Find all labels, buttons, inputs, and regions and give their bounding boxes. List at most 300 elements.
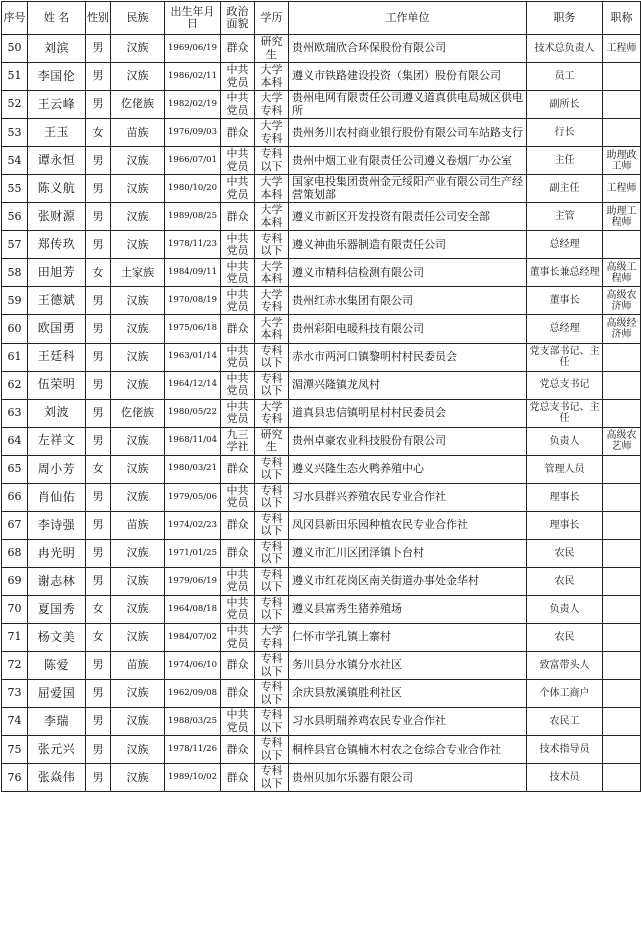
cell-birthdate: 1974/02/23 <box>165 511 221 539</box>
cell-gender: 男 <box>86 652 111 680</box>
cell-name: 陈义航 <box>28 175 86 203</box>
cell-education: 专科以下 <box>255 147 289 175</box>
cell-title: 高级经济师 <box>603 315 641 343</box>
cell-work-unit: 桐梓县官仓镇楠木村农之仓综合专业合作社 <box>289 736 527 764</box>
cell-name: 肖仙佑 <box>28 483 86 511</box>
cell-name: 刘滨 <box>28 35 86 63</box>
cell-ethnicity: 汉族 <box>111 680 165 708</box>
cell-birthdate: 1964/08/18 <box>165 595 221 623</box>
cell-work-unit: 贵州彩阳电暖科技有限公司 <box>289 315 527 343</box>
cell-political-status: 中共党员 <box>221 483 255 511</box>
cell-index: 53 <box>2 119 28 147</box>
table-row <box>2 736 641 764</box>
cell-work-unit: 湄潭兴隆镇龙凤村 <box>289 371 527 399</box>
cell-name: 谢志林 <box>28 567 86 595</box>
table-row <box>2 35 641 63</box>
cell-education: 专科以下 <box>255 680 289 708</box>
cell-position: 董事长兼总经理 <box>527 259 603 287</box>
header-position: 职务 <box>527 2 603 35</box>
cell-education: 大学专科 <box>255 91 289 119</box>
cell-birthdate: 1980/03/21 <box>165 455 221 483</box>
table-row <box>2 455 641 483</box>
cell-name: 刘波 <box>28 399 86 427</box>
cell-name: 田旭芳 <box>28 259 86 287</box>
cell-title: 高级工程师 <box>603 259 641 287</box>
cell-political-status: 群众 <box>221 652 255 680</box>
cell-political-status: 群众 <box>221 539 255 567</box>
cell-title <box>603 567 641 595</box>
cell-political-status: 中共党员 <box>221 567 255 595</box>
cell-work-unit: 仁怀市学孔镇上寨村 <box>289 623 527 651</box>
cell-work-unit: 习水县群兴养殖农民专业合作社 <box>289 483 527 511</box>
cell-gender: 男 <box>86 483 111 511</box>
cell-work-unit: 遵义市新区开发投资有限责任公司安全部 <box>289 203 527 231</box>
cell-index: 58 <box>2 259 28 287</box>
cell-education: 专科以下 <box>255 708 289 736</box>
cell-political-status: 群众 <box>221 35 255 63</box>
cell-ethnicity: 仡佬族 <box>111 91 165 119</box>
cell-gender: 女 <box>86 259 111 287</box>
header-education: 学历 <box>255 2 289 35</box>
cell-position: 员工 <box>527 63 603 91</box>
cell-title <box>603 708 641 736</box>
cell-education: 大学本科 <box>255 203 289 231</box>
cell-index: 59 <box>2 287 28 315</box>
cell-education: 专科以下 <box>255 483 289 511</box>
cell-birthdate: 1980/10/20 <box>165 175 221 203</box>
cell-name: 夏国秀 <box>28 595 86 623</box>
cell-index: 52 <box>2 91 28 119</box>
cell-name: 杨文美 <box>28 623 86 651</box>
cell-education: 大学本科 <box>255 175 289 203</box>
cell-political-status: 中共党员 <box>221 259 255 287</box>
cell-work-unit: 贵州中烟工业有限责任公司遵义卷烟厂办公室 <box>289 147 527 175</box>
cell-title: 高级农济师 <box>603 287 641 315</box>
table-row <box>2 680 641 708</box>
table-row <box>2 764 641 792</box>
cell-birthdate: 1978/11/26 <box>165 736 221 764</box>
cell-political-status: 中共党员 <box>221 231 255 259</box>
header-row <box>2 2 641 35</box>
cell-gender: 男 <box>86 175 111 203</box>
cell-index: 55 <box>2 175 28 203</box>
cell-birthdate: 1974/06/10 <box>165 652 221 680</box>
cell-ethnicity: 汉族 <box>111 455 165 483</box>
cell-political-status: 中共党员 <box>221 371 255 399</box>
cell-gender: 女 <box>86 119 111 147</box>
table-row <box>2 259 641 287</box>
cell-name: 欧国勇 <box>28 315 86 343</box>
cell-political-status: 中共党员 <box>221 708 255 736</box>
header-work-unit: 工作单位 <box>289 2 527 35</box>
table-row <box>2 623 641 651</box>
cell-education: 大学本科 <box>255 259 289 287</box>
cell-name: 王玉 <box>28 119 86 147</box>
cell-birthdate: 1989/10/02 <box>165 764 221 792</box>
cell-work-unit: 习水县明瑞养鸡农民专业合作社 <box>289 708 527 736</box>
cell-ethnicity: 汉族 <box>111 371 165 399</box>
cell-work-unit: 遵义市铁路建设投资（集团）股份有限公司 <box>289 63 527 91</box>
cell-position: 理事长 <box>527 483 603 511</box>
cell-index: 75 <box>2 736 28 764</box>
cell-ethnicity: 汉族 <box>111 343 165 371</box>
cell-birthdate: 1962/09/08 <box>165 680 221 708</box>
cell-position: 负责人 <box>527 427 603 455</box>
cell-gender: 男 <box>86 427 111 455</box>
cell-birthdate: 1982/02/19 <box>165 91 221 119</box>
cell-index: 70 <box>2 595 28 623</box>
cell-ethnicity: 汉族 <box>111 539 165 567</box>
cell-name: 周小芳 <box>28 455 86 483</box>
cell-name: 左祥文 <box>28 427 86 455</box>
cell-gender: 男 <box>86 35 111 63</box>
cell-gender: 男 <box>86 399 111 427</box>
cell-birthdate: 1980/05/22 <box>165 399 221 427</box>
cell-index: 71 <box>2 623 28 651</box>
cell-ethnicity: 汉族 <box>111 287 165 315</box>
cell-name: 谭永恒 <box>28 147 86 175</box>
cell-title <box>603 483 641 511</box>
cell-political-status: 九三学社 <box>221 427 255 455</box>
table-row <box>2 567 641 595</box>
cell-birthdate: 1975/06/18 <box>165 315 221 343</box>
cell-index: 66 <box>2 483 28 511</box>
table-row <box>2 539 641 567</box>
cell-education: 研究生 <box>255 427 289 455</box>
cell-gender: 男 <box>86 567 111 595</box>
cell-title <box>603 764 641 792</box>
cell-title <box>603 399 641 427</box>
cell-birthdate: 1964/12/14 <box>165 371 221 399</box>
cell-gender: 男 <box>86 231 111 259</box>
cell-political-status: 群众 <box>221 119 255 147</box>
cell-gender: 男 <box>86 736 111 764</box>
cell-birthdate: 1963/01/14 <box>165 343 221 371</box>
cell-index: 56 <box>2 203 28 231</box>
cell-ethnicity: 苗族 <box>111 511 165 539</box>
cell-ethnicity: 汉族 <box>111 231 165 259</box>
cell-title: 工程师 <box>603 35 641 63</box>
cell-education: 大学专科 <box>255 119 289 147</box>
cell-birthdate: 1979/05/06 <box>165 483 221 511</box>
cell-work-unit: 贵州欧瑞欣合环保股份有限公司 <box>289 35 527 63</box>
cell-gender: 男 <box>86 371 111 399</box>
cell-work-unit: 遵义市汇川区团泽镇卜台村 <box>289 539 527 567</box>
cell-ethnicity: 汉族 <box>111 623 165 651</box>
cell-work-unit: 遵义神曲乐器制造有限责任公司 <box>289 231 527 259</box>
cell-education: 专科以下 <box>255 567 289 595</box>
table-row <box>2 203 641 231</box>
cell-education: 研究生 <box>255 35 289 63</box>
cell-work-unit: 遵义兴隆生态火鸭养殖中心 <box>289 455 527 483</box>
cell-gender: 男 <box>86 287 111 315</box>
cell-name: 李国伦 <box>28 63 86 91</box>
cell-ethnicity: 汉族 <box>111 35 165 63</box>
cell-ethnicity: 土家族 <box>111 259 165 287</box>
cell-position: 技术指导员 <box>527 736 603 764</box>
cell-name: 李瑞 <box>28 708 86 736</box>
cell-position: 总经理 <box>527 315 603 343</box>
cell-position: 个体工商户 <box>527 680 603 708</box>
cell-ethnicity: 仡佬族 <box>111 399 165 427</box>
cell-work-unit: 贵州贝加尔乐器有限公司 <box>289 764 527 792</box>
cell-index: 57 <box>2 231 28 259</box>
cell-education: 大学本科 <box>255 315 289 343</box>
header-name: 姓 名 <box>28 2 86 35</box>
cell-education: 专科以下 <box>255 231 289 259</box>
cell-gender: 男 <box>86 511 111 539</box>
cell-title <box>603 91 641 119</box>
cell-index: 76 <box>2 764 28 792</box>
cell-index: 54 <box>2 147 28 175</box>
cell-index: 74 <box>2 708 28 736</box>
cell-ethnicity: 汉族 <box>111 427 165 455</box>
cell-title <box>603 119 641 147</box>
cell-political-status: 群众 <box>221 315 255 343</box>
cell-political-status: 群众 <box>221 764 255 792</box>
cell-position: 总经理 <box>527 231 603 259</box>
cell-position: 理事长 <box>527 511 603 539</box>
cell-gender: 女 <box>86 595 111 623</box>
cell-birthdate: 1968/11/04 <box>165 427 221 455</box>
cell-name: 张元兴 <box>28 736 86 764</box>
cell-birthdate: 1966/07/01 <box>165 147 221 175</box>
cell-ethnicity: 汉族 <box>111 147 165 175</box>
cell-position: 副主任 <box>527 175 603 203</box>
cell-ethnicity: 苗族 <box>111 652 165 680</box>
cell-education: 大学本科 <box>255 63 289 91</box>
cell-education: 专科以下 <box>255 652 289 680</box>
cell-index: 68 <box>2 539 28 567</box>
table-row <box>2 147 641 175</box>
header-title: 职称 <box>603 2 641 35</box>
cell-ethnicity: 汉族 <box>111 567 165 595</box>
cell-position: 致富带头人 <box>527 652 603 680</box>
cell-name: 屈爱国 <box>28 680 86 708</box>
table-row <box>2 231 641 259</box>
cell-name: 郑传玖 <box>28 231 86 259</box>
cell-position: 副所长 <box>527 91 603 119</box>
cell-name: 张财源 <box>28 203 86 231</box>
cell-position: 主管 <box>527 203 603 231</box>
cell-position: 党总支书记、主任 <box>527 399 603 427</box>
cell-education: 大学专科 <box>255 399 289 427</box>
cell-title: 助理工程师 <box>603 203 641 231</box>
cell-index: 61 <box>2 343 28 371</box>
cell-title <box>603 511 641 539</box>
cell-gender: 男 <box>86 343 111 371</box>
cell-political-status: 群众 <box>221 736 255 764</box>
cell-political-status: 中共党员 <box>221 287 255 315</box>
cell-political-status: 群众 <box>221 511 255 539</box>
table-row <box>2 399 641 427</box>
cell-birthdate: 1971/01/25 <box>165 539 221 567</box>
cell-name: 王廷科 <box>28 343 86 371</box>
personnel-table <box>1 1 641 792</box>
cell-education: 专科以下 <box>255 343 289 371</box>
cell-political-status: 中共党员 <box>221 623 255 651</box>
table-row <box>2 287 641 315</box>
header-gender: 性别 <box>86 2 111 35</box>
cell-name: 陈爱 <box>28 652 86 680</box>
header-birthdate: 出生年月日 <box>165 2 221 35</box>
cell-name: 李诗强 <box>28 511 86 539</box>
cell-political-status: 中共党员 <box>221 399 255 427</box>
cell-position: 党支部书记、主任 <box>527 343 603 371</box>
cell-position: 技术员 <box>527 764 603 792</box>
cell-ethnicity: 汉族 <box>111 63 165 91</box>
table-row <box>2 371 641 399</box>
cell-political-status: 中共党员 <box>221 147 255 175</box>
cell-work-unit: 务川县分水镇分水社区 <box>289 652 527 680</box>
cell-position: 农民工 <box>527 708 603 736</box>
cell-gender: 男 <box>86 315 111 343</box>
cell-political-status: 中共党员 <box>221 343 255 371</box>
cell-political-status: 中共党员 <box>221 63 255 91</box>
cell-position: 行长 <box>527 119 603 147</box>
cell-title <box>603 539 641 567</box>
cell-work-unit: 贵州电网有限责任公司遵义道真供电局城区供电所 <box>289 91 527 119</box>
cell-birthdate: 1978/11/23 <box>165 231 221 259</box>
cell-education: 大学专科 <box>255 287 289 315</box>
cell-title: 助理政工师 <box>603 147 641 175</box>
cell-index: 73 <box>2 680 28 708</box>
cell-position: 农民 <box>527 539 603 567</box>
cell-work-unit: 贵州卓豪农业科技股份有限公司 <box>289 427 527 455</box>
cell-gender: 男 <box>86 147 111 175</box>
cell-index: 62 <box>2 371 28 399</box>
cell-education: 专科以下 <box>255 764 289 792</box>
cell-index: 72 <box>2 652 28 680</box>
cell-index: 63 <box>2 399 28 427</box>
cell-position: 管理人员 <box>527 455 603 483</box>
cell-work-unit: 遵义市红花岗区南关街道办事处金华村 <box>289 567 527 595</box>
cell-education: 专科以下 <box>255 511 289 539</box>
cell-title <box>603 455 641 483</box>
cell-position: 技术总负责人 <box>527 35 603 63</box>
cell-index: 67 <box>2 511 28 539</box>
table-row <box>2 595 641 623</box>
cell-birthdate: 1988/03/25 <box>165 708 221 736</box>
cell-position: 党总支书记 <box>527 371 603 399</box>
header-index: 序号 <box>2 2 28 35</box>
cell-name: 张焱伟 <box>28 764 86 792</box>
cell-education: 大学专科 <box>255 623 289 651</box>
cell-ethnicity: 汉族 <box>111 595 165 623</box>
cell-birthdate: 1986/02/11 <box>165 63 221 91</box>
cell-birthdate: 1989/08/25 <box>165 203 221 231</box>
cell-title <box>603 63 641 91</box>
cell-birthdate: 1979/06/19 <box>165 567 221 595</box>
cell-index: 60 <box>2 315 28 343</box>
cell-political-status: 群众 <box>221 455 255 483</box>
cell-position: 农民 <box>527 623 603 651</box>
table-row <box>2 427 641 455</box>
cell-political-status: 群众 <box>221 680 255 708</box>
cell-gender: 男 <box>86 680 111 708</box>
cell-gender: 女 <box>86 623 111 651</box>
cell-gender: 男 <box>86 91 111 119</box>
cell-name: 王云峰 <box>28 91 86 119</box>
cell-political-status: 中共党员 <box>221 175 255 203</box>
cell-ethnicity: 汉族 <box>111 708 165 736</box>
cell-gender: 女 <box>86 455 111 483</box>
cell-title <box>603 680 641 708</box>
cell-political-status: 中共党员 <box>221 91 255 119</box>
cell-index: 50 <box>2 35 28 63</box>
table-row <box>2 708 641 736</box>
cell-index: 69 <box>2 567 28 595</box>
cell-title <box>603 595 641 623</box>
cell-work-unit: 遵义县富秀生猪养殖场 <box>289 595 527 623</box>
cell-gender: 男 <box>86 203 111 231</box>
cell-position: 负责人 <box>527 595 603 623</box>
cell-title <box>603 343 641 371</box>
cell-work-unit: 贵州务川农村商业银行股份有限公司车站路支行 <box>289 119 527 147</box>
cell-work-unit: 国家电投集团贵州金元绥阳产业有限公司生产经营策划部 <box>289 175 527 203</box>
table-row <box>2 652 641 680</box>
cell-education: 专科以下 <box>255 371 289 399</box>
cell-work-unit: 凤冈县新田乐园种植农民专业合作社 <box>289 511 527 539</box>
cell-name: 伍荣明 <box>28 371 86 399</box>
cell-gender: 男 <box>86 63 111 91</box>
cell-political-status: 中共党员 <box>221 595 255 623</box>
cell-ethnicity: 汉族 <box>111 483 165 511</box>
table-row <box>2 63 641 91</box>
cell-education: 专科以下 <box>255 595 289 623</box>
cell-title <box>603 623 641 651</box>
cell-position: 主任 <box>527 147 603 175</box>
cell-title: 工程师 <box>603 175 641 203</box>
cell-ethnicity: 苗族 <box>111 119 165 147</box>
table-row <box>2 119 641 147</box>
cell-index: 64 <box>2 427 28 455</box>
cell-position: 董事长 <box>527 287 603 315</box>
cell-position: 农民 <box>527 567 603 595</box>
cell-index: 65 <box>2 455 28 483</box>
cell-title: 高级农艺师 <box>603 427 641 455</box>
cell-ethnicity: 汉族 <box>111 203 165 231</box>
cell-ethnicity: 汉族 <box>111 736 165 764</box>
cell-birthdate: 1984/07/02 <box>165 623 221 651</box>
cell-birthdate: 1969/06/19 <box>165 35 221 63</box>
cell-birthdate: 1984/09/11 <box>165 259 221 287</box>
cell-gender: 男 <box>86 708 111 736</box>
cell-work-unit: 遵义市精科信检测有限公司 <box>289 259 527 287</box>
cell-work-unit: 赤水市两河口镇黎明村村民委员会 <box>289 343 527 371</box>
cell-title <box>603 736 641 764</box>
table-row <box>2 175 641 203</box>
cell-name: 冉光明 <box>28 539 86 567</box>
cell-ethnicity: 汉族 <box>111 764 165 792</box>
cell-work-unit: 道真县忠信镇明星村村民委员会 <box>289 399 527 427</box>
cell-name: 王德斌 <box>28 287 86 315</box>
header-ethnicity: 民族 <box>111 2 165 35</box>
header-political-status: 政治面貌 <box>221 2 255 35</box>
cell-ethnicity: 汉族 <box>111 175 165 203</box>
cell-education: 专科以下 <box>255 539 289 567</box>
cell-work-unit: 余庆县敖溪镇胜利社区 <box>289 680 527 708</box>
cell-education: 专科以下 <box>255 736 289 764</box>
table-row <box>2 511 641 539</box>
cell-gender: 男 <box>86 764 111 792</box>
cell-birthdate: 1976/09/03 <box>165 119 221 147</box>
table-row <box>2 315 641 343</box>
cell-title <box>603 371 641 399</box>
cell-birthdate: 1970/08/19 <box>165 287 221 315</box>
cell-ethnicity: 汉族 <box>111 315 165 343</box>
cell-work-unit: 贵州红赤水集团有限公司 <box>289 287 527 315</box>
